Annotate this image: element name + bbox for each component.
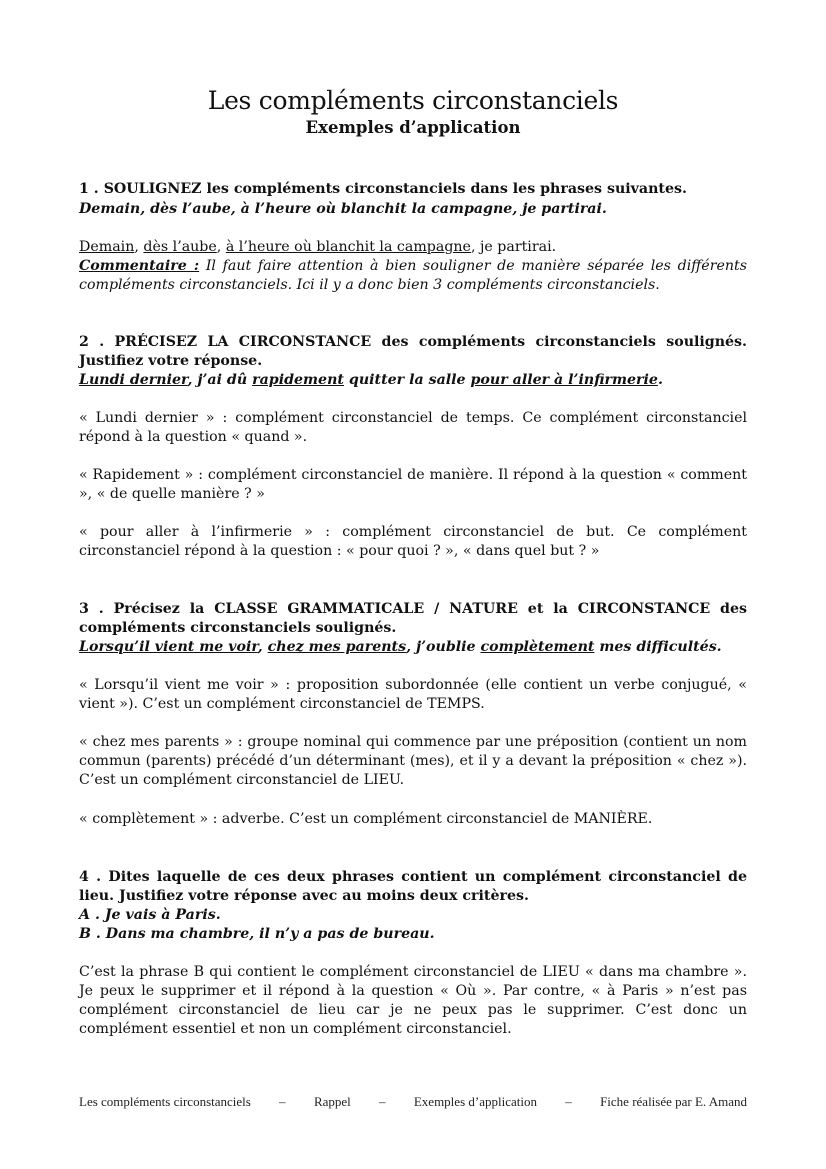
s2-answer-2: « Rapidement » : complément circonstanciel de manière. Il répond à la question « comment », « de quelle manière ? » [79, 467, 747, 502]
s1-answer-rest: , je partirai. [470, 239, 557, 255]
s1-example: Demain, dès l’aube, à l’heure où blanchit la campagne, je partirai. [79, 201, 607, 217]
s2-answer-3: « pour aller à l’infirmerie » : complément circonstanciel de but. Ce complément circonstanciel répond à la question : « pour quoi ? », « dans quel but ? » [79, 524, 747, 559]
s3-answer-3: « complètement » : adverbe. C’est un complément circonstanciel de MANIÈRE. [79, 811, 653, 827]
footer-part: Rappel [313, 1094, 351, 1109]
footer-separator: – [279, 1094, 286, 1109]
s3-example-text: , [257, 639, 268, 655]
s3-example-cc-1: Lorsqu’il vient me voir [79, 639, 258, 655]
s3-example [79, 638, 747, 657]
s2-example [79, 371, 747, 390]
s1-question: 1 . SOULIGNEZ les compléments circonstanciels dans les phrases suivantes. [79, 181, 687, 197]
s2-example-text: quitter la salle [343, 372, 471, 388]
s1-answer-cc-2: dès l’aube [143, 239, 217, 255]
page-subtitle: Exemples d’application [305, 118, 521, 137]
s2-example-cc-3: pour aller à l’infirmerie [470, 372, 658, 388]
s2-example-text: , j’ai dû [187, 372, 253, 388]
s2-example-cc-1: Lundi dernier [79, 372, 188, 388]
s3-example-cc-2: chez mes parents [267, 639, 407, 655]
s3-answer-1: « Lorsqu’il vient me voir » : proposition subordonnée (elle contient un verbe conjugué, « vient »). C’est un complément circonstanciel de TEMPS. [79, 677, 747, 712]
s4-option-b: B . Dans ma chambre, il n’y a pas de bureau. [79, 926, 435, 942]
s3-example-cc-3: complètement [480, 639, 595, 655]
s2-example-cc-2: rapidement [252, 372, 344, 388]
s1-answer [79, 238, 747, 257]
s1-answer-cc-1: Demain [79, 239, 135, 255]
footer-part: Exemples d’application [413, 1094, 537, 1109]
footer-separator: – [379, 1094, 386, 1109]
s1-comment-label: Commentaire : [79, 258, 200, 274]
s3-example-text: , j’oublie [406, 639, 481, 655]
s4-option-a: A . Je vais à Paris. [79, 907, 221, 923]
s3-answer-2: « chez mes parents » : groupe nominal qui commence par une préposition (contient un nom commun (parents) précédé d’un déterminant (mes), et il y a devant la préposition « chez »). C’est un complément circonstanciel de LIEU. [79, 734, 747, 788]
s2-example-text: . [657, 372, 663, 388]
footer-part: Les compléments circonstanciels [79, 1094, 251, 1109]
s1-answer-sep: , [134, 239, 144, 255]
s1-answer-cc-3: à l’heure où blanchit la campagne [225, 239, 471, 255]
s4-answer: C’est la phrase B qui contient le complément circonstanciel de LIEU « dans ma chambre ». Je peux le supprimer et il répond à la question « Où ». Par contre, « à Paris » n’est pas complément circonstanciel de lieu car je ne peux pas le supprimer. C’est donc un complément essentiel et non un complément circonstanciel. [79, 964, 747, 1037]
s3-question: 3 . Précisez la CLASSE GRAMMATICALE / NATURE et la CIRCONSTANCE des compléments circonstanciels soulignés. [79, 601, 747, 636]
page-footer [79, 1094, 747, 1110]
s1-comment [79, 257, 747, 295]
page-title: Les compléments circonstanciels [207, 86, 619, 115]
s1-answer-sep: , [216, 239, 226, 255]
s1-comment-text: Il faut faire attention à bien souligner de manière séparée les différents compléments circonstanciels. Ici il y a donc bien 3 compléments circonstanciels. [79, 258, 747, 293]
s4-question: 4 . Dites laquelle de ces deux phrases contient un complément circonstanciel de lieu. Justifiez votre réponse avec au moins deux critères. [79, 869, 747, 904]
s2-question: 2 . PRÉCISEZ LA CIRCONSTANCE des compléments circonstanciels soulignés. Justifiez votre réponse. [79, 334, 747, 369]
s3-example-text: mes difficultés. [594, 639, 722, 655]
footer-separator: – [565, 1094, 572, 1109]
s2-answer-1: « Lundi dernier » : complément circonstanciel de temps. Ce complément circonstanciel répond à la question « quand ». [79, 410, 747, 445]
footer-part: Fiche réalisée par E. Amand [600, 1094, 747, 1109]
